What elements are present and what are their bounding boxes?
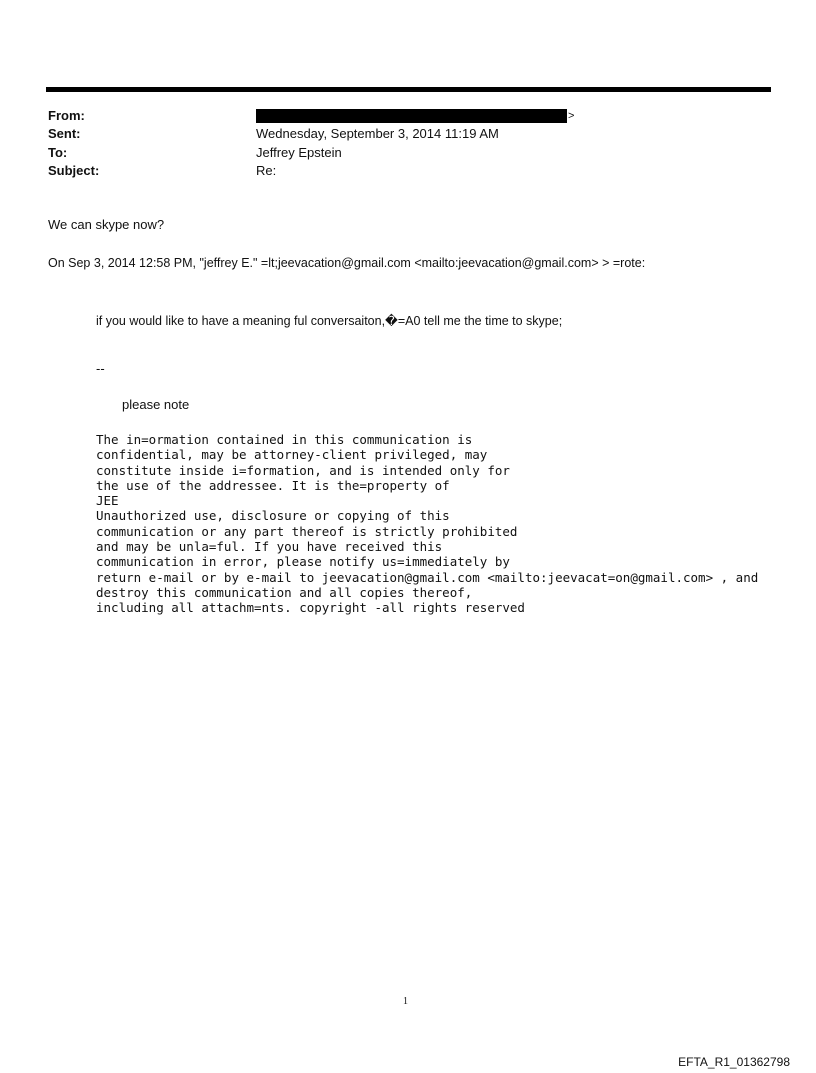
quoted-message: if you would like to have a meaning ful conversaiton,�=A0 tell me the time to skype;: [96, 314, 563, 328]
to-value: Jeffrey Epstein: [256, 145, 342, 160]
reply-text: We can skype now?: [48, 217, 165, 232]
header-rule: [46, 87, 771, 92]
to-label: To:: [48, 145, 68, 160]
from-value-tail: >: [568, 110, 575, 122]
sent-value: Wednesday, September 3, 2014 11:19 AM: [256, 126, 499, 141]
bates-number: EFTA_R1_01362798: [678, 1055, 790, 1069]
subject-label: Subject:: [48, 163, 100, 178]
signature-separator: --: [96, 361, 105, 376]
redacted-sender: [256, 109, 567, 123]
please-note: please note: [122, 397, 190, 412]
quote-intro: On Sep 3, 2014 12:58 PM, "jeffrey E." =lt;jeevacation@gmail.com <mailto:jeevacation@gmail.com> > =rote:: [48, 256, 646, 270]
page-number: 1: [403, 996, 408, 1007]
from-label: From:: [48, 108, 85, 123]
confidentiality-disclaimer: The in=ormation contained in this communication is confidential, may be attorney-client privileged, may constitute inside i=formation, and is intended only for the use of the addressee. It is the=property of JEE Unauthorized use, disclosure or copying of this communication or any part thereof is strictly prohibited and may be unla=ful. If you have received this communication in error, please notify us=immediately by return e-mail or by e-mail to jeevacation@gmail.com <mailto:jeevacat=on@gmail.com> , and destroy this communication and all copies thereof, including all attachm=nts. copyright -all rights reserved: [96, 432, 759, 616]
sent-label: Sent:: [48, 126, 81, 141]
subject-value: Re:: [256, 163, 277, 178]
